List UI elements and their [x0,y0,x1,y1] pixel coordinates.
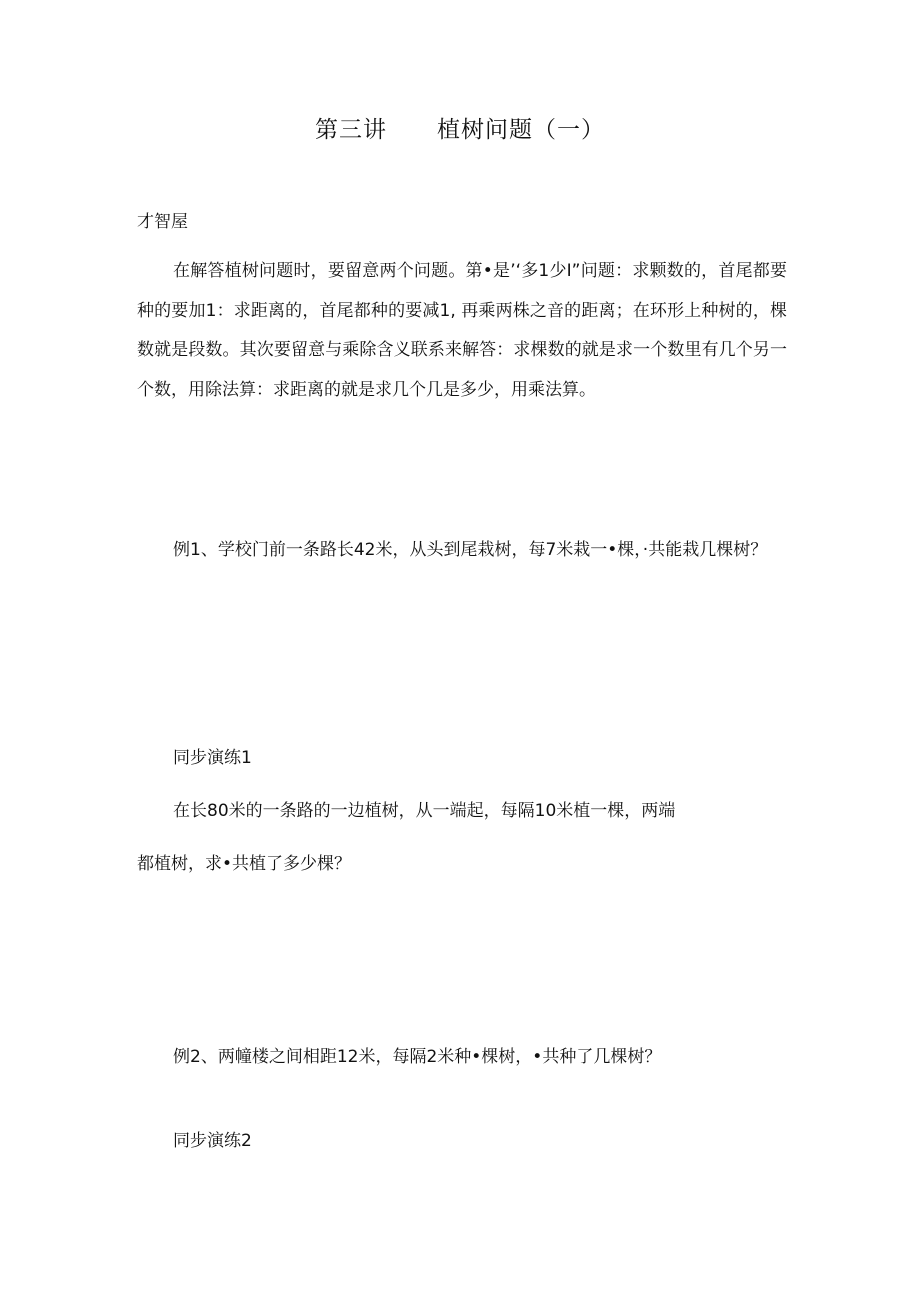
page-title [0,114,920,146]
lecture-topic: 植树问题（一） [437,117,605,143]
sync-practice-1-label: 同步演练1 [173,748,252,768]
sync-practice-1-question-line-2: 都植树，求•共植了多少棵？ [137,854,352,874]
lecture-number: 第三讲 [315,117,387,143]
sync-practice-2-label: 同步演练2 [173,1131,252,1151]
example-1: 例1、学校门前一条路长42米，从头到尾栽树，每7米栽一•棵，·共能栽几棵树？ [173,540,768,560]
section-label: 才智屋 [137,212,188,232]
intro-paragraph: 在解答植树问题时，要留意两个问题。第•是’‘多1少I”问题：求颗数的，首尾都要种的要加1：求距离的，首尾都种的要减1, 再乘两株之音的距离；在环形上种树的，棵数就是段数。其次要留意与乘除含义联系来解答：求棵数的就是求一个数里有几个另一个数，用除法算：求距离的就是求几个几是多少，用乘法算。 [137,261,787,400]
sync-practice-1-question-line-1: 在长80米的一条路的一边植树，从一端起，每隔10米植一棵，两端 [173,801,676,821]
example-2: 例2、两幢楼之间相距12米，每隔2米种•棵树，•共种了几棵树？ [173,1047,662,1067]
